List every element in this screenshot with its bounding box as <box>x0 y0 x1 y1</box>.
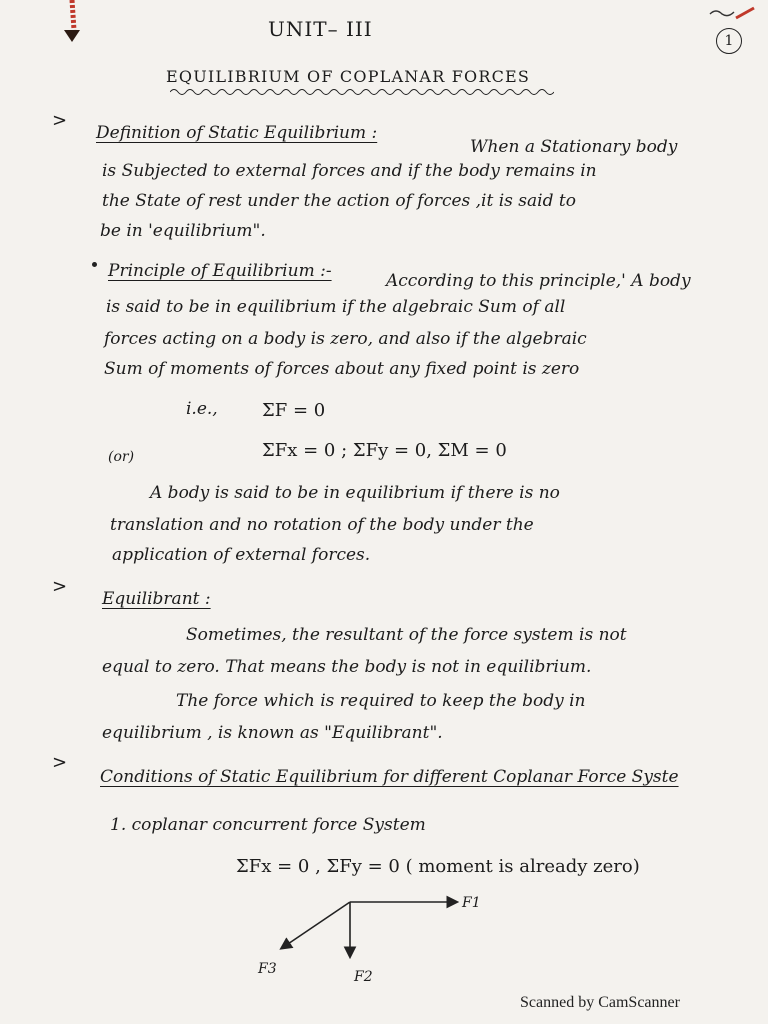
principle-heading: Principle of Equilibrium :- <box>108 261 332 281</box>
note-line: translation and no rotation of the body under the <box>110 515 534 535</box>
equation-2: ΣFx = 0 ; ΣFy = 0, ΣM = 0 <box>262 440 507 461</box>
principle-line: forces acting on a body is zero, and also if the algebraic <box>104 329 587 349</box>
equilibrant-line: equal to zero. That means the body is not in equilibrium. <box>102 657 592 677</box>
force-f1-label: F1 <box>462 895 481 911</box>
section-marker-icon: > <box>52 752 68 773</box>
equilibrant-line: equilibrium , is known as "Equilibrant". <box>102 723 443 743</box>
ie-label: i.e., <box>186 399 218 419</box>
definition-line: the State of rest under the action of forces ,it is said to <box>102 191 576 211</box>
scribble-mark <box>706 4 756 20</box>
principle-line: According to this principle,' A body <box>386 271 691 291</box>
equilibrant-line: The force which is required to keep the body in <box>176 691 586 711</box>
definition-line: When a Stationary body <box>470 137 678 157</box>
unit-title: UNIT– III <box>268 17 373 41</box>
equilibrant-line: Sometimes, the resultant of the force system is not <box>186 625 627 645</box>
definition-line: is Subjected to external forces and if the body remains in <box>102 161 597 181</box>
definition-line: be in 'equilibrium". <box>100 221 266 241</box>
note-line: application of external forces. <box>112 545 371 565</box>
page-number: 1 <box>716 28 742 54</box>
condition-1-equation: ΣFx = 0 , ΣFy = 0 ( moment is already zero) <box>236 856 640 877</box>
conditions-heading: Conditions of Static Equilibrium for different Coplanar Force Syste <box>100 767 679 787</box>
principle-line: Sum of moments of forces about any fixed point is zero <box>104 359 580 379</box>
equilibrant-heading: Equilibrant : <box>102 589 211 609</box>
section-marker-icon: > <box>52 110 68 131</box>
definition-heading: Definition of Static Equilibrium : <box>96 123 378 143</box>
equation-1: ΣF = 0 <box>262 400 326 421</box>
or-label: (or) <box>108 449 135 465</box>
force-f2-label: F2 <box>354 969 373 985</box>
chapter-title: EQUILIBRIUM OF COPLANAR FORCES <box>166 67 531 86</box>
force-f3-arrow <box>282 902 350 948</box>
section-marker-icon: > <box>52 576 68 597</box>
principle-line: is said to be in equilibrium if the algebraic Sum of all <box>106 297 566 317</box>
title-underline <box>170 86 554 98</box>
force-f3-label: F3 <box>258 961 277 977</box>
note-line: A body is said to be in equilibrium if there is no <box>150 483 560 503</box>
bullet-icon <box>92 262 97 267</box>
condition-item-1: 1. coplanar concurrent force System <box>110 815 426 835</box>
binding-thread <box>58 0 88 44</box>
scanner-watermark: Scanned by CamScanner <box>520 994 680 1011</box>
